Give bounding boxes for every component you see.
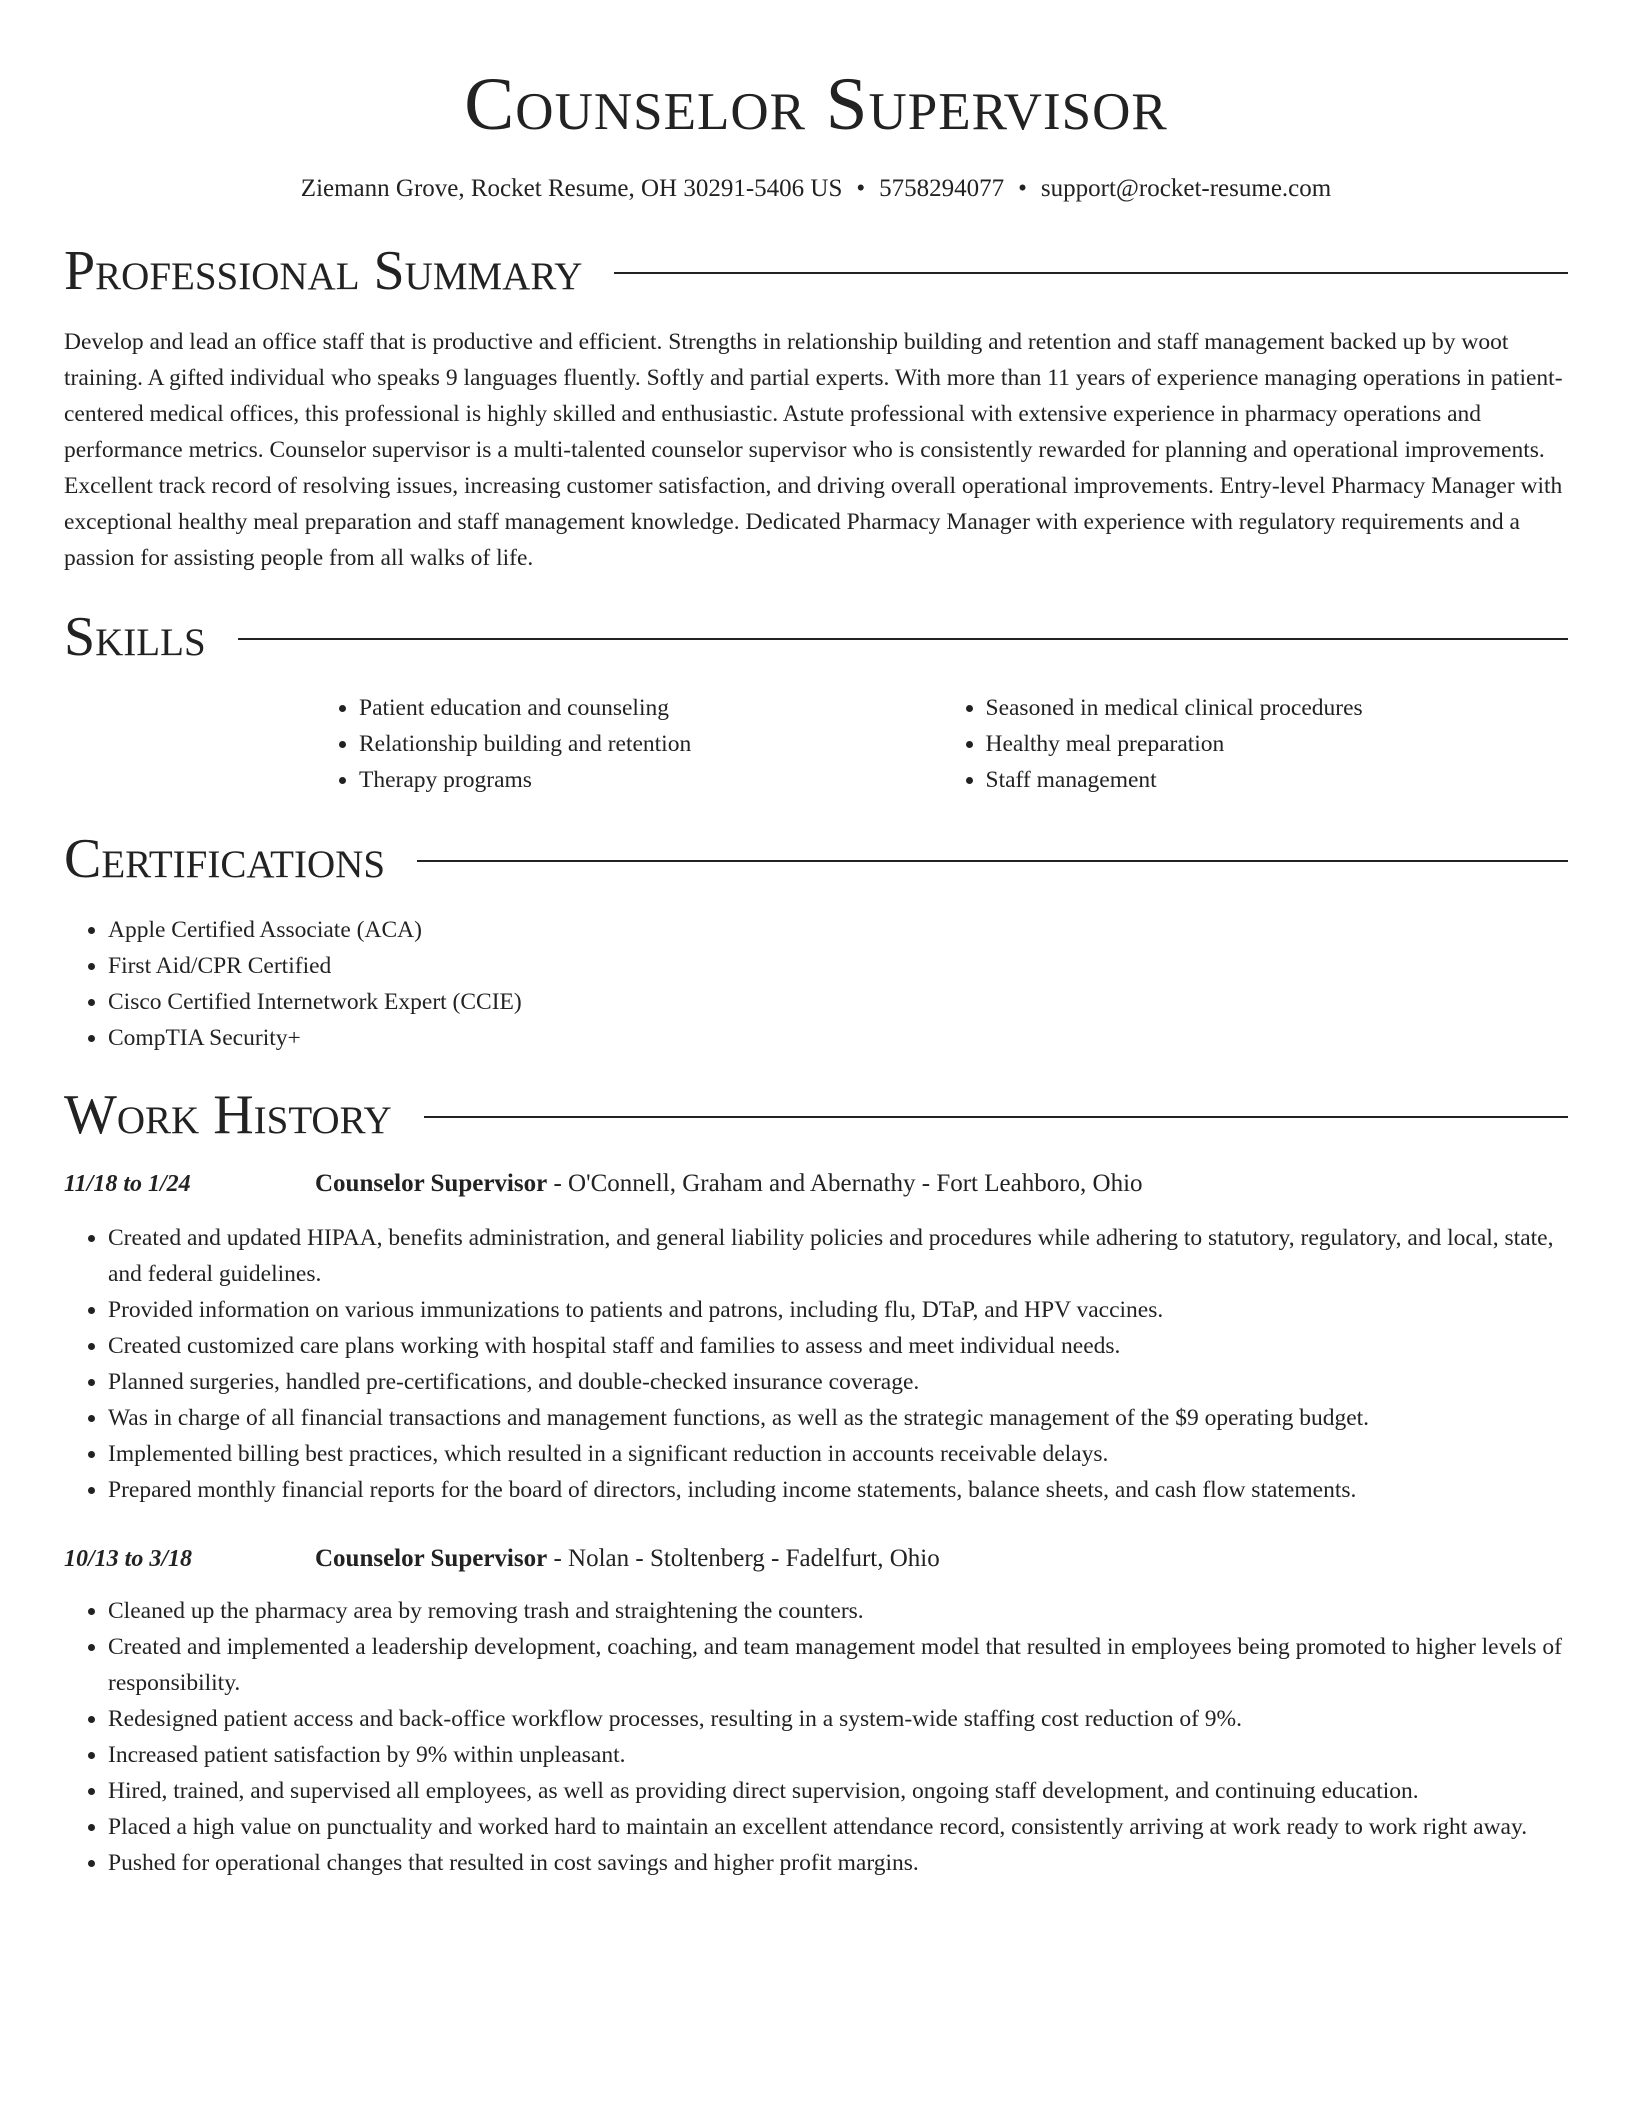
skills-list — [315, 690, 1568, 798]
skills-column-left — [315, 690, 942, 798]
job-bullets — [64, 1220, 1568, 1508]
job-title-line — [315, 1541, 940, 1577]
job-entry — [64, 1541, 1568, 1881]
job-bullet: • Was in charge of all financial transactions and management functions, as well as the strategic management of the $9 operating budget. — [108, 1400, 1568, 1436]
job-entry — [64, 1166, 1568, 1508]
job-role: Counselor Supervisor — [315, 1545, 548, 1572]
certifications-list — [64, 912, 1568, 1056]
certification-item: • Apple Certified Associate (ACA) — [108, 912, 1568, 948]
certifications-section-title: Certifications — [64, 828, 386, 890]
job-bullet: • Prepared monthly financial reports for the board of directors, including income statements, balance sheets, and cash flow statements. — [108, 1472, 1568, 1508]
job-bullets — [64, 1593, 1568, 1881]
section-divider — [238, 638, 1568, 640]
contact-address: Ziemann Grove, Rocket Resume, OH 30291-5406 US — [300, 175, 843, 202]
job-role: Counselor Supervisor — [315, 1170, 548, 1197]
section-divider — [614, 272, 1568, 274]
summary-section-header — [64, 240, 1568, 302]
skills-section-title: Skills — [64, 606, 206, 668]
skill-item: • Relationship building and retention — [359, 726, 942, 762]
contact-line — [64, 172, 1568, 206]
job-dates: 11/18 to 1/24 — [64, 1171, 191, 1197]
section-divider — [424, 1116, 1568, 1118]
job-bullet: • Provided information on various immunizations to patients and patrons, including flu, DTaP, and HPV vaccines. — [108, 1292, 1568, 1328]
job-bullet: • Increased patient satisfaction by 9% within unpleasant. — [108, 1737, 1568, 1773]
job-heading — [64, 1166, 1568, 1202]
contact-phone: 5758294077 — [879, 175, 1005, 202]
skill-item: • Patient education and counseling — [359, 690, 942, 726]
contact-separator: • — [1018, 175, 1027, 202]
job-bullet: • Created and updated HIPAA, benefits administration, and general liability policies and procedures while adhering to statutory, regulatory, and local, state, and federal guidelines. — [108, 1220, 1568, 1292]
job-bullet: • Placed a high value on punctuality and worked hard to maintain an excellent attendance record, consistently arriving at work ready to work right away. — [108, 1809, 1568, 1845]
certification-item: • CompTIA Security+ — [108, 1020, 1568, 1056]
job-heading — [64, 1541, 1568, 1577]
job-bullet: • Created customized care plans working with hospital staff and families to assess and meet individual needs. — [108, 1328, 1568, 1364]
work-section-title: Work History — [64, 1084, 392, 1146]
job-bullet: • Implemented billing best practices, which resulted in a significant reduction in accounts receivable delays. — [108, 1436, 1568, 1472]
resume-name: Counselor Supervisor — [464, 63, 1168, 146]
job-bullet: • Cleaned up the pharmacy area by removing trash and straightening the counters. — [108, 1593, 1568, 1629]
contact-email: support@rocket-resume.com — [1040, 175, 1332, 202]
job-dates: 10/13 to 3/18 — [64, 1546, 193, 1572]
job-employer-location: - O'Connell, Graham and Abernathy - Fort Leahboro, Ohio — [547, 1170, 1143, 1197]
skills-section-header — [64, 606, 1568, 668]
skills-column-right — [942, 690, 1569, 798]
summary-text: Develop and lead an office staff that is productive and efficient. Strengths in relationship building and retention and staff management backed up by woot training. A gifted individual who speaks 9 languages fluently. Softly and partial experts. With more than 11 years of experience managing operations in patient-centered medical offices, this professional is highly skilled and enthusiastic. Astute professional with extensive experience in pharmacy operations and performance metrics. Counselor supervisor is a multi-talented counselor supervisor who is consistently rewarded for planning and operational improvements. Excellent track record of resolving issues, increasing customer satisfaction, and driving overall operational improvements. Entry-level Pharmacy Manager with exceptional healthy meal preparation and staff management knowledge. Dedicated Pharmacy Manager with experience with regulatory requirements and a passion for assisting people from all walks of life. — [64, 329, 1563, 571]
job-bullet: • Pushed for operational changes that resulted in cost savings and higher profit margins. — [108, 1845, 1568, 1881]
section-divider — [417, 860, 1568, 862]
skill-item: • Healthy meal preparation — [986, 726, 1569, 762]
certification-item: • Cisco Certified Internetwork Expert (CCIE) — [108, 984, 1568, 1020]
certifications-section-header — [64, 828, 1568, 890]
job-employer-location: - Nolan - Stoltenberg - Fadelfurt, Ohio — [547, 1545, 940, 1572]
job-bullet: • Created and implemented a leadership development, coaching, and team management model that resulted in employees being promoted to higher levels of responsibility. — [108, 1629, 1568, 1701]
skill-item: • Seasoned in medical clinical procedures — [986, 690, 1569, 726]
work-section-header — [64, 1084, 1568, 1146]
summary-section-title: Professional Summary — [64, 240, 583, 302]
contact-separator: • — [856, 175, 866, 202]
job-title-line — [315, 1166, 1143, 1202]
job-bullet: • Planned surgeries, handled pre-certifications, and double-checked insurance coverage. — [108, 1364, 1568, 1400]
job-bullet: • Redesigned patient access and back-office workflow processes, resulting in a system-wide staffing cost reduction of 9%. — [108, 1701, 1568, 1737]
skill-item: • Staff management — [986, 762, 1569, 798]
skill-item: • Therapy programs — [359, 762, 942, 798]
certification-item: • First Aid/CPR Certified — [108, 948, 1568, 984]
job-bullet: • Hired, trained, and supervised all employees, as well as providing direct supervision, ongoing staff development, and continuing education. — [108, 1773, 1568, 1809]
